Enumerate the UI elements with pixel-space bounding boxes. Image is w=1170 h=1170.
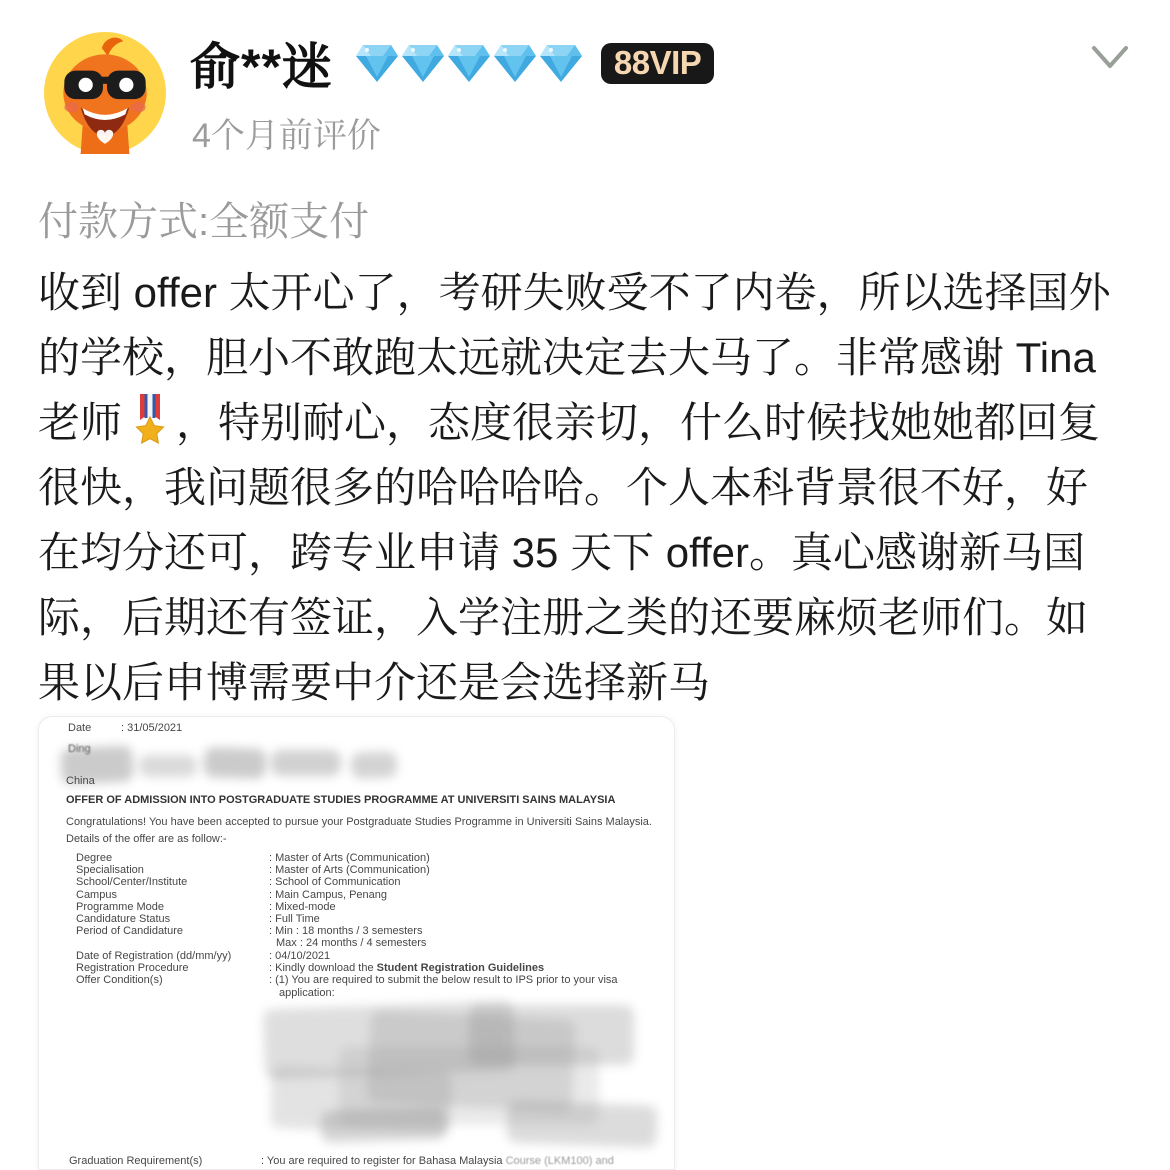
doc-detail-label: Campus: [76, 889, 117, 901]
diamond-icon: [355, 43, 399, 83]
doc-detail-value: application:: [279, 987, 335, 999]
review-line: [38, 390, 1143, 455]
doc-recipient-name: Ding: [68, 743, 91, 755]
doc-graduation-value: : You are required to register for Bahasa Malaysia Course (LKM100) and: [261, 1155, 614, 1167]
review-line: 在均分还可，跨专业申请 35 天下 offer。真心感谢新马国: [38, 529, 1086, 576]
diamond-icon: [539, 43, 583, 83]
doc-detail-value: : Mixed-mode: [269, 901, 336, 913]
review-line: 际，后期还有签证，入学注册之类的还要麻烦老师们。如: [38, 594, 1089, 641]
doc-detail-label: School/Center/Institute: [76, 876, 188, 888]
doc-graduation-value-faded: Course (LKM100) and: [505, 1155, 614, 1167]
doc-detail-value: : Kindly download the Student Registration Guidelines: [269, 962, 545, 974]
redacted-blur: [271, 750, 341, 776]
avatar[interactable]: [44, 32, 166, 154]
username: 俞**迷: [190, 39, 333, 95]
doc-country: China: [66, 775, 95, 787]
doc-detail-value: : School of Communication: [269, 876, 401, 888]
doc-intro: Details of the offer are as follow:-: [66, 833, 227, 845]
diamond-icon: [447, 43, 491, 83]
medal-icon: [130, 393, 170, 449]
chevron-down-icon[interactable]: [1091, 44, 1129, 72]
vip-badge: 88VIP: [601, 43, 714, 84]
doc-detail-label: Date of Registration (dd/mm/yy): [76, 950, 232, 962]
redacted-blur: [203, 747, 266, 779]
redacted-blur: [320, 1107, 446, 1143]
doc-detail-value: : Min : 18 months / 3 semesters: [269, 925, 423, 937]
review-text: [38, 260, 1143, 715]
doc-detail-value: : Full Time: [269, 913, 320, 925]
user-header: [190, 34, 714, 95]
doc-detail-value: : Master of Arts (Communication): [269, 864, 430, 876]
redacted-blur: [351, 751, 398, 779]
doc-detail-value: : 04/10/2021: [269, 950, 331, 962]
doc-bold-value: Student Registration Guidelines: [376, 962, 545, 974]
doc-heading: OFFER OF ADMISSION INTO POSTGRADUATE STUDIES PROGRAMME AT UNIVERSITI SAINS MALAYSIA: [66, 794, 616, 806]
diamond-icon: [493, 43, 537, 83]
doc-detail-label: Degree: [76, 852, 113, 864]
doc-detail-value: : Main Campus, Penang: [269, 889, 388, 901]
doc-detail-value: : Master of Arts (Communication): [269, 852, 430, 864]
review-line: 的学校，胆小不敢跑太远就决定去大马了。非常感谢 Tina: [38, 334, 1096, 381]
review-line: 收到 offer 太开心了，考研失败受不了内卷，所以选择国外: [38, 269, 1111, 316]
review-time: 4个月前评价: [192, 117, 381, 155]
review-line-segment: ，特别耐心，态度很亲切，什么时候找她她都回复: [176, 399, 1101, 446]
attachment-offer-letter[interactable]: [38, 716, 675, 1170]
redacted-blur: [506, 1100, 657, 1147]
doc-detail-label: Programme Mode: [76, 901, 165, 913]
diamond-icon: [401, 43, 445, 83]
doc-detail-value: : (1) You are required to submit the below result to IPS prior to your visa: [269, 974, 618, 986]
avatar-mascot-icon: [44, 32, 166, 154]
doc-detail-label: Registration Procedure: [76, 962, 189, 974]
payment-method: 付款方式:全额支付: [38, 200, 370, 244]
doc-date-label: Date: [68, 722, 92, 734]
doc-detail-value: Max : 24 months / 4 semesters: [276, 937, 427, 949]
doc-detail-label: Offer Condition(s): [76, 974, 163, 986]
rating-diamonds: [355, 43, 583, 83]
review-line: 果以后申博需要中介还是会选择新马: [38, 659, 711, 706]
review-line-segment: 老师: [38, 399, 123, 446]
doc-detail-label: Specialisation: [76, 864, 144, 876]
doc-graduation-label: Graduation Requirement(s): [69, 1155, 203, 1167]
doc-intro: Congratulations! You have been accepted to pursue your Postgraduate Studies Programme in Universiti Sains Malaysia.: [66, 816, 652, 828]
doc-date-value: : 31/05/2021: [121, 722, 183, 734]
doc-detail-label: Period of Candidature: [76, 925, 184, 937]
review-line: 很快，我问题很多的哈哈哈哈。个人本科背景很不好，好: [38, 464, 1089, 511]
doc-detail-label: Candidature Status: [76, 913, 171, 925]
redacted-blur: [139, 755, 197, 777]
